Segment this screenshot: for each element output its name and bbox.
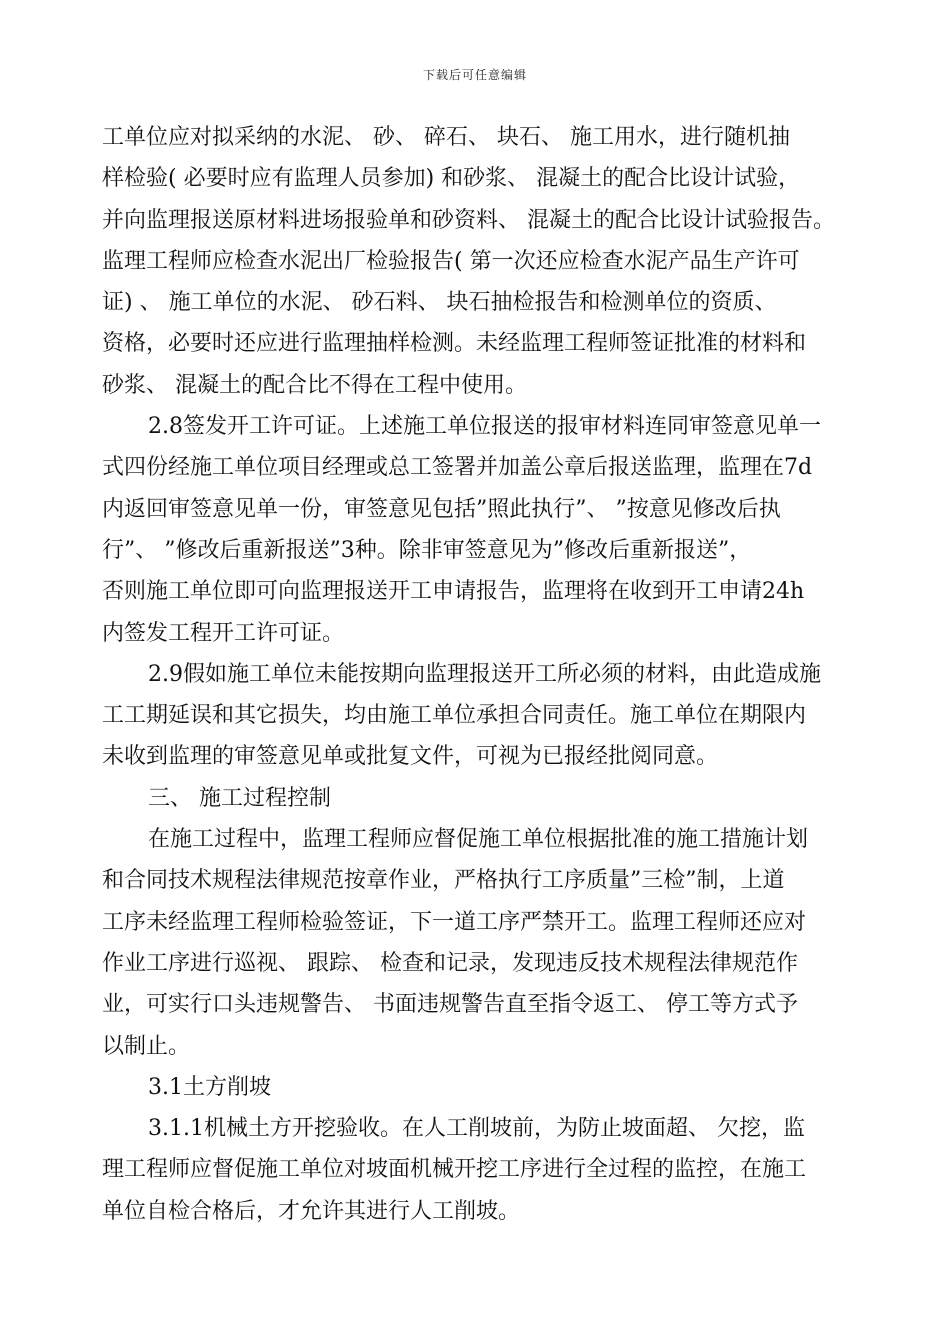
text-line: 单位自检合格后，才允许其进行人工削坡。: [102, 1198, 521, 1224]
paragraph-start-line: 在施工过程中，监理工程师应督促施工单位根据批准的施工措施计划: [148, 827, 809, 853]
text-line: 样检验( 必要时应有监理人员参加) 和砂浆、 混凝土的配合比设计试验，: [102, 166, 801, 192]
text-line: 以制止。: [102, 1033, 191, 1059]
text-line: 否则施工单位即可向监理报送开工申请报告，监理将在收到开工申请24h: [102, 579, 805, 605]
text-line: 工序未经监理工程师检验签证，下一道工序严禁开工。监理工程师还应对: [102, 909, 807, 935]
text-line: 资格，必要时还应进行监理抽样检测。未经监理工程师签证批准的材料和: [102, 331, 807, 357]
text-line: 证) 、 施工单位的水泥、 砂石料、 块石抽检报告和检测单位的资质、: [102, 290, 777, 316]
text-line: 内返回审签意见单一份，审签意见包括”照此执行”、 ”按意见修改后执: [102, 496, 781, 522]
paragraph-start-line: 2.8签发开工许可证。上述施工单位报送的报审材料连同审签意见单一: [148, 414, 821, 440]
text-line: 业，可实行口头违规警告、 书面违规警告直至指令返工、 停工等方式予: [102, 992, 798, 1018]
text-line: 并向监理报送原材料进场报验单和砂资料、 混凝土的配合比设计试验报告。: [102, 207, 835, 233]
text-line: 理工程师应督促施工单位对坡面机械开挖工序进行全过程的监控，在施工: [102, 1157, 807, 1183]
text-line: 工工期延误和其它损失，均由施工单位承担合同责任。施工单位在期限内: [102, 703, 807, 729]
subsection-heading: 3.1土方削坡: [148, 1074, 271, 1100]
text-line: 监理工程师应检查水泥出厂检验报告( 第一次还应检查水泥产品生产许可: [102, 248, 800, 274]
text-line: 作业工序进行巡视、 跟踪、 检查和记录，发现违反技术规程法律规范作: [102, 950, 798, 976]
page-header: 下载后可任意编辑: [422, 68, 527, 82]
text-line: 工单位应对拟采纳的水泥、 砂、 碎石、 块石、 施工用水，进行随机抽: [102, 125, 790, 150]
text-line: 未收到监理的审签意见单或批复文件，可视为已报经批阅同意。: [102, 744, 719, 770]
text-line: 和合同技术规程法律规范按章作业，严格执行工序质量”三检”制，上道: [102, 868, 785, 894]
text-line: 式四份经施工单位项目经理或总工签署并加盖公章后报送监理，监理在7d: [102, 455, 813, 481]
paragraph-start-line: 3.1.1机械土方开挖验收。在人工削坡前，为防止坡面超、 欠挖，监: [148, 1116, 805, 1142]
document-body: [102, 117, 862, 1232]
text-line: 行”、 ”修改后重新报送”3种。除非审签意见为”修改后重新报送”，: [102, 537, 752, 563]
section-heading: 三、 施工过程控制: [148, 785, 331, 811]
text-line: 砂浆、 混凝土的配合比不得在工程中使用。: [102, 372, 527, 398]
text-line: 内签发工程开工许可证。: [102, 620, 345, 646]
paragraph-start-line: 2.9假如施工单位未能按期向监理报送开工所必须的材料，由此造成施: [148, 661, 821, 687]
